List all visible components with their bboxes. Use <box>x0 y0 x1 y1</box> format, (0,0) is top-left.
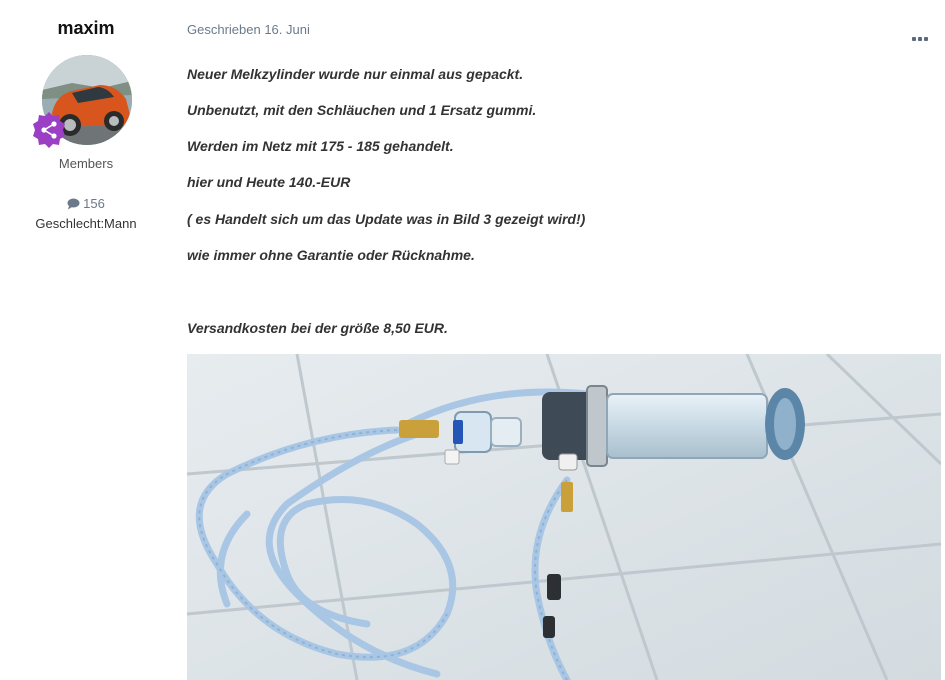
post-line: Werden im Netz mit 175 - 185 gehandelt. <box>187 138 454 154</box>
comment-icon <box>67 198 80 210</box>
post-line: Neuer Melkzylinder wurde nur einmal aus gepackt. <box>187 66 524 82</box>
post-line: hier und Heute 140.-EUR <box>187 174 351 190</box>
author-group: Members <box>58 156 114 171</box>
post-line: Versandkosten bei der größe 8,50 EUR. <box>187 320 448 336</box>
author-name[interactable]: maxim <box>57 18 115 38</box>
post-image[interactable] <box>187 354 941 680</box>
post-photo <box>187 354 941 680</box>
more-horizontal-icon[interactable] <box>912 28 932 36</box>
gender-field: Geschlecht:Mann <box>35 216 137 231</box>
post-line: Unbenutzt, mit den Schläuchen und 1 Ersatz gummi. <box>187 102 537 118</box>
avatar-container[interactable] <box>42 55 132 145</box>
post-line: ( es Handelt sich um das Update was in Bild 3 gezeigt wird!) <box>187 211 586 227</box>
post-date[interactable]: Geschrieben 16. Juni <box>187 22 310 37</box>
group-badge <box>30 111 68 149</box>
post-line: wie immer ohne Garantie oder Rücknahme. <box>187 247 475 263</box>
post-count[interactable] <box>0 196 172 211</box>
share-nodes-icon <box>30 111 68 149</box>
post-count-value: 156 <box>83 196 105 211</box>
